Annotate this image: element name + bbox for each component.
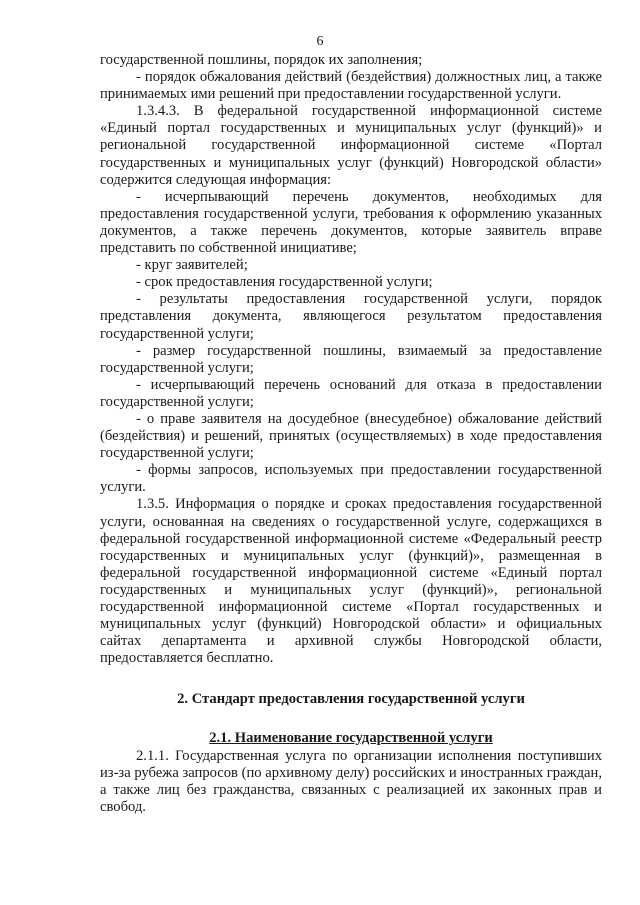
paragraph: - срок предоставления государственной услуги; <box>136 274 433 291</box>
paragraph: - результаты предоставления государственной услуги, порядок представления документа, являющегося результатом предоставления государственной услуги; <box>100 291 602 342</box>
paragraph: - исчерпывающий перечень оснований для отказа в предоставлении государственной услуги; <box>100 376 602 410</box>
paragraph: 1.3.4.3. В федеральной государственной информационной системе «Единый портал государственных и муниципальных услуг (функций)» и региональной государственной информационной системе «Портал государственных и муниципальных услуг (функций) Новгородской области» содержится следующая информация: <box>100 103 602 188</box>
paragraph: государственной пошлины, порядок их заполнения; <box>100 52 423 68</box>
paragraph: - круг заявителей; <box>136 257 248 274</box>
paragraph: - размер государственной пошлины, взимаемый за предоставление государственной услуги; <box>100 342 602 376</box>
paragraph: 1.3.5. Информация о порядке и сроках предоставления государственной услуги, основанная на сведениях о государственной услуге, содержащихся в федеральной государственной информационной системе «Федеральный реестр государственных и муниципальных услуг (функций)», размещенная в федеральной государственной информационной системе «Единый портал государственных и муниципальных услуг (функций)», региональной государственной информационной системе «Портал государственных и муниципальных услуг (функций) Новгородской области» и официальных сайтах департамента и архивной службы Новгородской области, предоставляется бесплатно. <box>100 496 602 667</box>
paragraph: - порядок обжалования действий (бездействия) должностных лиц, а также принимаемых ими решений при предоставлении государственной услуги. <box>100 69 602 103</box>
document-body <box>100 52 602 816</box>
page-number: 6 <box>316 34 324 49</box>
subsection-heading <box>100 730 602 747</box>
paragraph: - о праве заявителя на досудебное (внесудебное) обжалование действий (бездействия) и решений, принятых (осуществляемых) в ходе предоставления государственной услуги; <box>100 410 602 462</box>
paragraph: - исчерпывающий перечень документов, необходимых для предоставления государственной услуги, требования к оформлению указанных документов, а также перечень документов, которые заявитель вправе представить по собственной инициативе; <box>100 188 602 257</box>
paragraph: 2.1.1. Государственная услуга по организации исполнения поступивших из-за рубежа запросов (по архивному делу) российских и иностранных граждан, а также лиц без гражданства, связанных с реализацией их законных прав и свобод. <box>100 747 602 815</box>
paragraph: - формы запросов, используемых при предоставлении государственной услуги. <box>100 462 602 496</box>
section-heading: 2. Стандарт предоставления государственной услуги <box>177 691 525 708</box>
subsection-heading-text: 2.1. Наименование государственной услуги <box>209 730 493 747</box>
